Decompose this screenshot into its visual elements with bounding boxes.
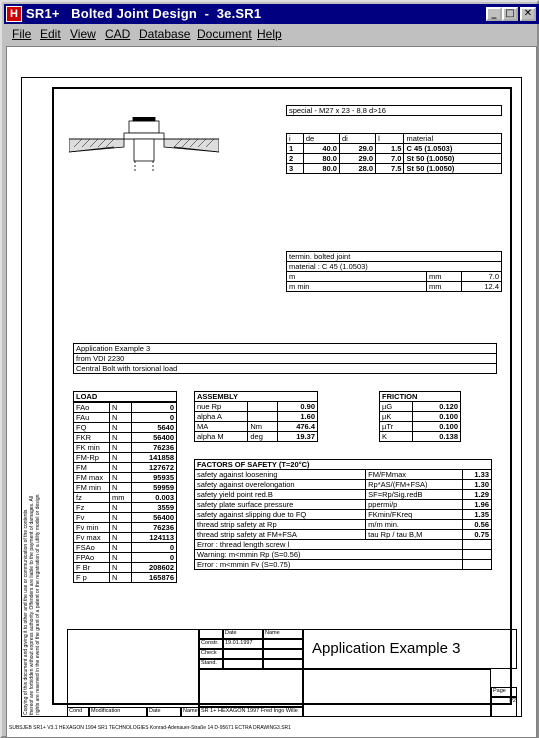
cell: FAu bbox=[74, 413, 110, 423]
cell: µG bbox=[380, 402, 413, 412]
cell: 0.138 bbox=[412, 432, 460, 442]
cell: safety against slipping due to FQ bbox=[195, 510, 366, 520]
menu-database[interactable]: Database bbox=[139, 27, 191, 41]
safety-table bbox=[194, 459, 492, 570]
table-row bbox=[195, 402, 318, 412]
cell: 1.96 bbox=[462, 500, 491, 510]
table-row bbox=[74, 533, 177, 543]
cell: C 45 (1.0503) bbox=[404, 144, 502, 154]
cell: Nm bbox=[248, 422, 278, 432]
cell: thread strip safety at Rp bbox=[195, 520, 366, 530]
cell: material : C 45 (1.0503) bbox=[287, 262, 502, 272]
empty-cell bbox=[263, 659, 303, 669]
table-row bbox=[195, 412, 318, 422]
table-row bbox=[287, 154, 502, 164]
table-row bbox=[195, 500, 492, 510]
cell: Warning: m<mmin Rp (S=0.56) bbox=[195, 550, 463, 560]
cell: N bbox=[110, 413, 132, 423]
plates-table bbox=[286, 133, 502, 174]
cell: N bbox=[110, 503, 132, 513]
cell: N bbox=[110, 423, 132, 433]
cell: mm bbox=[110, 493, 132, 503]
cell bbox=[248, 402, 278, 412]
cell: 124113 bbox=[132, 533, 177, 543]
cell: K bbox=[380, 432, 413, 442]
menu-bar bbox=[4, 24, 539, 44]
main-title: Application Example 3 bbox=[303, 629, 517, 669]
cell: safety against loosening bbox=[195, 470, 366, 480]
empty-cell bbox=[223, 659, 263, 669]
empty-cell bbox=[263, 649, 303, 659]
document-canvas[interactable] bbox=[6, 46, 537, 738]
cell: fz bbox=[74, 493, 110, 503]
cell: 28.0 bbox=[339, 164, 375, 174]
table-row bbox=[287, 272, 502, 282]
table-row bbox=[74, 563, 177, 573]
table-row bbox=[287, 164, 502, 174]
table-row bbox=[380, 392, 461, 402]
cell: 12.4 bbox=[462, 282, 502, 292]
cell: 1.5 bbox=[376, 144, 404, 154]
cell: FM bbox=[74, 463, 110, 473]
cell: Fv min bbox=[74, 523, 110, 533]
table-row bbox=[74, 523, 177, 533]
cell: m/m min. bbox=[366, 520, 462, 530]
friction-table bbox=[379, 391, 461, 442]
cell: 0.003 bbox=[132, 493, 177, 503]
cell: SF=Rp/Sig.redB bbox=[366, 490, 462, 500]
cell: 7.0 bbox=[462, 272, 502, 282]
bolt-joint-drawing bbox=[69, 117, 219, 177]
cell: N bbox=[110, 563, 132, 573]
table-row bbox=[195, 560, 492, 570]
cell: 1.35 bbox=[462, 510, 491, 520]
row-label: Check bbox=[199, 649, 223, 659]
cell: FM-Rp bbox=[74, 453, 110, 463]
cell: mm bbox=[427, 282, 462, 292]
table-row bbox=[74, 573, 177, 583]
cell: N bbox=[110, 453, 132, 463]
cell: 0.120 bbox=[412, 402, 460, 412]
cell: termin. bolted joint bbox=[287, 252, 502, 262]
cell: Fz bbox=[74, 503, 110, 513]
cell: N bbox=[110, 553, 132, 563]
menu-edit[interactable]: Edit bbox=[40, 27, 61, 41]
cell: 76236 bbox=[132, 523, 177, 533]
cell: FK min bbox=[74, 443, 110, 453]
cell: N bbox=[110, 523, 132, 533]
cell: N bbox=[110, 573, 132, 583]
menu-view[interactable]: View bbox=[70, 27, 96, 41]
cell: FM/FMmax bbox=[366, 470, 462, 480]
table-row bbox=[74, 443, 177, 453]
cell: FQ bbox=[74, 423, 110, 433]
cell: µK bbox=[380, 412, 413, 422]
table-row bbox=[287, 144, 502, 154]
cell: 0.100 bbox=[412, 412, 460, 422]
cell: 0 bbox=[132, 403, 177, 413]
copyright-note bbox=[23, 493, 51, 715]
cell: 80.0 bbox=[303, 154, 339, 164]
cell: 0 bbox=[132, 543, 177, 553]
cell: 80.0 bbox=[303, 164, 339, 174]
modification-area bbox=[67, 629, 199, 717]
assembly-table bbox=[194, 391, 318, 442]
small-text: SR 1+ HEXAGON 1997 Fred Ingo Wille bbox=[199, 707, 303, 717]
termin-table bbox=[286, 251, 502, 292]
cell: thread strip safety at FM+FSA bbox=[195, 530, 366, 540]
cell: N bbox=[110, 513, 132, 523]
modif-label: Modification bbox=[89, 707, 147, 717]
cell: 0.90 bbox=[277, 402, 317, 412]
table-row bbox=[74, 433, 177, 443]
cell: N bbox=[110, 443, 132, 453]
cell: FKmin/FKreq bbox=[366, 510, 462, 520]
cell: 5640 bbox=[132, 423, 177, 433]
table-row bbox=[74, 543, 177, 553]
cell: deg bbox=[248, 432, 278, 442]
page-value: P2 bbox=[491, 697, 517, 717]
table-row bbox=[74, 354, 497, 364]
cell bbox=[462, 540, 491, 550]
menu-cad[interactable]: CAD bbox=[105, 27, 131, 41]
cell: N bbox=[110, 403, 132, 413]
cell: Fv bbox=[74, 513, 110, 523]
cell: LOAD bbox=[74, 392, 177, 402]
cell: FAo bbox=[74, 403, 110, 413]
cell: 0 bbox=[132, 413, 177, 423]
cell: 1.29 bbox=[462, 490, 491, 500]
cell: Application Example 3 bbox=[74, 344, 497, 354]
cell: N bbox=[110, 483, 132, 493]
title-block bbox=[67, 629, 517, 729]
empty-cell bbox=[199, 669, 303, 707]
title-bar[interactable] bbox=[4, 4, 539, 24]
cell: alpha A bbox=[195, 412, 248, 422]
cell: m min bbox=[287, 282, 427, 292]
cell: 59959 bbox=[132, 483, 177, 493]
table-row bbox=[195, 530, 492, 540]
date-label: Date bbox=[223, 629, 263, 639]
table-row bbox=[380, 422, 461, 432]
copyright-text: Copying of this document and giving it to other and the use or communication of the contents thereof are forbidden without express authority. Offenders are liable to the payment of damages. All rights are reserved in the event of the grant of a patent or the registration of a utility model or design. bbox=[23, 493, 41, 715]
table-row bbox=[287, 252, 502, 262]
table-row bbox=[74, 503, 177, 513]
cell: 19.37 bbox=[277, 432, 317, 442]
load-table bbox=[73, 391, 177, 402]
cell: 3559 bbox=[132, 503, 177, 513]
cell: N bbox=[110, 463, 132, 473]
empty-cell bbox=[199, 629, 223, 639]
cell: 7.0 bbox=[376, 154, 404, 164]
table-row bbox=[74, 463, 177, 473]
empty-cell bbox=[223, 649, 263, 659]
table-row bbox=[380, 402, 461, 412]
table-row bbox=[380, 412, 461, 422]
menu-file[interactable]: File bbox=[12, 27, 32, 41]
app-icon[interactable]: H bbox=[6, 6, 22, 22]
cell: FSAo bbox=[74, 543, 110, 553]
cell bbox=[248, 412, 278, 422]
col-header: i bbox=[287, 134, 304, 144]
table-row bbox=[287, 262, 502, 272]
cell: safety yield point red.B bbox=[195, 490, 366, 500]
table-row bbox=[287, 134, 502, 144]
table-row bbox=[74, 553, 177, 563]
cell: 0.56 bbox=[462, 520, 491, 530]
table-row bbox=[74, 344, 497, 354]
table-row bbox=[380, 432, 461, 442]
cell: 1.60 bbox=[277, 412, 317, 422]
table-row bbox=[195, 550, 492, 560]
cell: 29.0 bbox=[339, 144, 375, 154]
minimize-button[interactable]: _ bbox=[486, 7, 502, 21]
cell: Error : thread length screw l bbox=[195, 540, 463, 550]
row-label: Constr. bbox=[199, 639, 223, 649]
cell: 56400 bbox=[132, 513, 177, 523]
cell: 127672 bbox=[132, 463, 177, 473]
cell: FACTORS OF SAFETY (T=20°C) bbox=[195, 460, 492, 470]
table-row bbox=[74, 493, 177, 503]
table-row bbox=[74, 483, 177, 493]
table-row bbox=[195, 490, 492, 500]
footer-text: SUBSJEB SR1+ V3.1 HEXAGON 1994 SR1 TECHNOLOGIES Konrad-Adenauer-Straße 14 D-95671 ECTRA DRAWING3.SR1 bbox=[9, 725, 291, 731]
cell: tau Rp / tau B,M bbox=[366, 530, 462, 540]
cell: mm bbox=[427, 272, 462, 282]
cell: N bbox=[110, 533, 132, 543]
cell: 1.30 bbox=[462, 480, 491, 490]
cell: m bbox=[287, 272, 427, 282]
cell: FM min bbox=[74, 483, 110, 493]
maximize-button[interactable]: □ bbox=[502, 7, 518, 21]
col-header: di bbox=[339, 134, 375, 144]
table-row bbox=[74, 413, 177, 423]
cell: 0.100 bbox=[412, 422, 460, 432]
cell: FPAo bbox=[74, 553, 110, 563]
cell: 165876 bbox=[132, 573, 177, 583]
cell: 1.33 bbox=[462, 470, 491, 480]
cell: N bbox=[110, 543, 132, 553]
cell: 141858 bbox=[132, 453, 177, 463]
cell: alpha M bbox=[195, 432, 248, 442]
table-row bbox=[195, 460, 492, 470]
window-title: SR1+ Bolted Joint Design - 3e.SR1 bbox=[26, 6, 262, 21]
cell: 0 bbox=[132, 553, 177, 563]
modif-label: Name bbox=[181, 707, 199, 717]
cell: nue Rp bbox=[195, 402, 248, 412]
cell bbox=[462, 560, 491, 570]
cell: 56400 bbox=[132, 433, 177, 443]
table-row bbox=[195, 432, 318, 442]
cell: F Br bbox=[74, 563, 110, 573]
cell: FRICTION bbox=[380, 392, 461, 402]
cell: Rp*AS/(FM+FSA) bbox=[366, 480, 462, 490]
modif-label: Cond bbox=[67, 707, 89, 717]
empty-cell bbox=[263, 639, 303, 649]
table-row bbox=[74, 364, 497, 374]
table-row bbox=[195, 392, 318, 402]
table-row bbox=[74, 403, 177, 413]
cell: safety against overelongation bbox=[195, 480, 366, 490]
table-row bbox=[74, 473, 177, 483]
cell: ppermi/p bbox=[366, 500, 462, 510]
table-row bbox=[74, 513, 177, 523]
cell: from VDI 2230 bbox=[74, 354, 497, 364]
cell: Fv max bbox=[74, 533, 110, 543]
cell: 7.5 bbox=[376, 164, 404, 174]
application-table bbox=[73, 343, 497, 374]
table-row bbox=[74, 453, 177, 463]
col-header: de bbox=[303, 134, 339, 144]
load-rows-table bbox=[73, 402, 177, 583]
cell: St 50 (1.0050) bbox=[404, 154, 502, 164]
close-button[interactable]: ✕ bbox=[520, 7, 536, 21]
col-header: l bbox=[376, 134, 404, 144]
empty-cell bbox=[303, 669, 491, 717]
cell: µTr bbox=[380, 422, 413, 432]
table-row bbox=[195, 422, 318, 432]
table-row bbox=[74, 392, 177, 402]
cell: 3 bbox=[287, 164, 304, 174]
cell: F p bbox=[74, 573, 110, 583]
cell: MA bbox=[195, 422, 248, 432]
cell: 40.0 bbox=[303, 144, 339, 154]
table-row bbox=[195, 480, 492, 490]
cell: Error : m<mmin Fv (S=0.75) bbox=[195, 560, 463, 570]
cell: 29.0 bbox=[339, 154, 375, 164]
cell: FKR bbox=[74, 433, 110, 443]
cell: Central Bolt with torsional load bbox=[74, 364, 497, 374]
page-label: Page bbox=[491, 687, 517, 697]
modif-label: Date bbox=[147, 707, 181, 717]
cell: N bbox=[110, 433, 132, 443]
table-row bbox=[287, 282, 502, 292]
cell: 95935 bbox=[132, 473, 177, 483]
menu-document[interactable]: Document bbox=[197, 27, 252, 41]
constr-date: 19.01.1997 bbox=[223, 639, 263, 649]
table-row bbox=[195, 540, 492, 550]
name-label: Name bbox=[263, 629, 303, 639]
cell: N bbox=[110, 473, 132, 483]
cell: ASSEMBLY bbox=[195, 392, 318, 402]
col-header: material bbox=[404, 134, 502, 144]
cell: 1 bbox=[287, 144, 304, 154]
table-row bbox=[195, 520, 492, 530]
cell: safety plate surface pressure bbox=[195, 500, 366, 510]
cell bbox=[462, 550, 491, 560]
cell: 0.75 bbox=[462, 530, 491, 540]
cell: FM max bbox=[74, 473, 110, 483]
cell: 208602 bbox=[132, 563, 177, 573]
cell: 76236 bbox=[132, 443, 177, 453]
table-row bbox=[195, 510, 492, 520]
row-label: Stand. bbox=[199, 659, 223, 669]
bolt-spec: special - M27 x 23 - 8.8 d>16 bbox=[286, 105, 502, 116]
table-row bbox=[195, 470, 492, 480]
cell: 476.4 bbox=[277, 422, 317, 432]
cell: St 50 (1.0050) bbox=[404, 164, 502, 174]
cell: 2 bbox=[287, 154, 304, 164]
menu-help[interactable]: Help bbox=[257, 27, 282, 41]
table-row bbox=[74, 423, 177, 433]
